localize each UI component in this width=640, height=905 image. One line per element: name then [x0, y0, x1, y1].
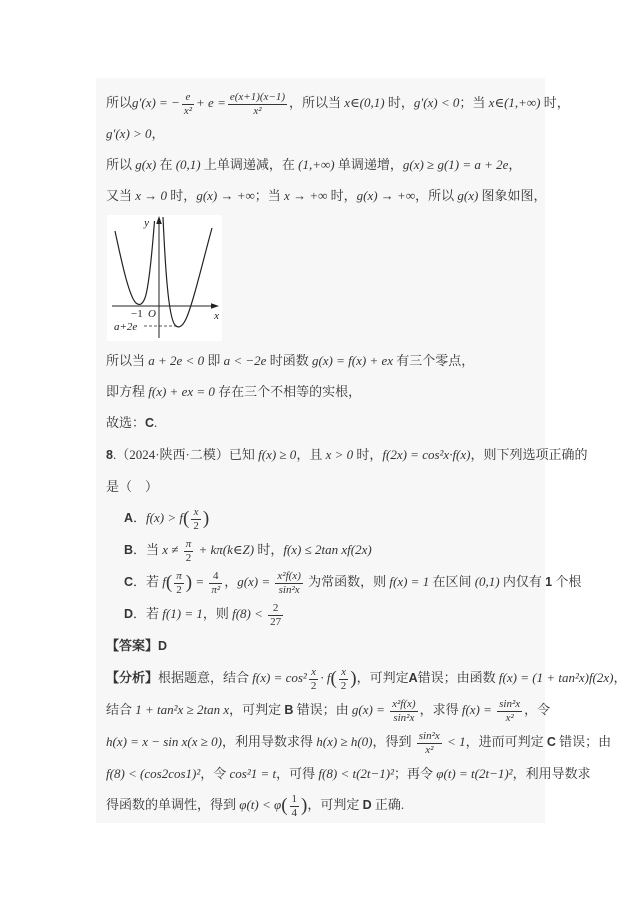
text-segment: (	[165, 572, 173, 593]
text-segment: f(x) ≤ 2tan xf(2x)	[283, 542, 372, 557]
option-c	[106, 566, 582, 598]
text-segment: )	[185, 572, 193, 593]
fraction	[497, 698, 522, 724]
fraction	[268, 602, 283, 628]
text-segment: ，	[613, 670, 627, 685]
text-segment: 正确.	[371, 797, 405, 812]
text-segment: 根据题意，结合	[158, 670, 253, 685]
text-segment: ，	[508, 157, 522, 172]
fraction-denominator: 4	[291, 806, 298, 819]
origin-label: O	[148, 308, 156, 320]
text-segment: g(x) =	[351, 702, 389, 717]
text-segment: ．	[133, 510, 147, 525]
text-segment: 是（ ）	[106, 479, 159, 494]
fraction-numerator: e	[182, 91, 194, 105]
text-segment: B	[124, 543, 134, 557]
text-segment: 内仅有	[499, 574, 546, 589]
fraction-numerator: π	[176, 569, 182, 582]
text-segment: f(x) > f	[146, 510, 183, 525]
text-segment: + kπ(k∈Z)	[195, 542, 255, 557]
text-segment: f(8) < (cos2cos1)²	[106, 766, 201, 781]
limits-line	[106, 180, 547, 211]
text-segment: 【分析】	[106, 670, 159, 685]
text-segment: x ≠	[162, 542, 182, 557]
text-segment: A	[124, 511, 134, 525]
text-segment: ；当	[254, 188, 285, 203]
text-segment: ，可得	[276, 766, 319, 781]
text-segment: ，利用导数求得	[222, 734, 317, 749]
text-segment: (0,1)	[474, 574, 500, 589]
text-segment: ；再令	[394, 766, 437, 781]
text-segment: x∈(1,+∞)	[488, 95, 541, 110]
text-segment: .（2024·陕西·二模）已知	[112, 447, 259, 462]
answer-choice-line	[106, 407, 535, 439]
text-segment: 错误；由函数	[417, 670, 499, 685]
y-axis-label: y	[144, 217, 149, 229]
text-segment: g(x)	[135, 157, 157, 172]
text-segment: A	[408, 671, 418, 685]
text-segment: 时，	[254, 542, 284, 557]
text-segment: 个根	[552, 574, 582, 589]
text-segment: 为常函数，则	[304, 574, 390, 589]
text-segment: ，则	[202, 606, 233, 621]
fraction	[290, 793, 300, 819]
text-segment: a + 2e < 0	[148, 353, 205, 368]
text-segment: g(x) =	[237, 574, 274, 589]
text-segment: 时函数	[266, 353, 312, 368]
fraction-denominator: 2	[310, 679, 317, 692]
text-segment: 又当	[106, 188, 136, 203]
text-segment: ，求得	[419, 702, 462, 717]
function-graph	[107, 215, 222, 341]
text-segment: 在	[156, 157, 176, 172]
text-segment: f(x) = (1 + tan²x)f(2x)	[498, 670, 614, 685]
fraction-numerator: 4	[209, 570, 222, 584]
text-segment: g(x) ≥ g(1) = a + 2e	[402, 157, 509, 172]
text-segment: 【答案】	[106, 638, 159, 653]
text-segment: 1	[545, 575, 553, 589]
text-segment: ，	[224, 574, 238, 589]
x-axis-label: x	[214, 310, 219, 322]
fraction-denominator: sin²x	[393, 711, 415, 724]
text-segment: D	[362, 798, 372, 812]
problem-8-statement-cont	[106, 471, 535, 502]
text-segment: (0,1)	[175, 157, 201, 172]
text-segment: f(2x) = cos²x·f(x)	[382, 447, 471, 462]
min-value-label: a+2e	[114, 321, 138, 333]
fraction	[309, 666, 319, 692]
fraction-denominator: 2	[176, 583, 182, 596]
text-segment: 即	[204, 353, 224, 368]
text-segment: f(x) = 1	[389, 574, 430, 589]
option-d	[106, 598, 535, 630]
text-segment: ，可判定	[307, 797, 363, 812]
text-segment: ，可判定	[229, 702, 285, 717]
text-segment: · f	[320, 670, 331, 685]
text-segment: g(x) = f(x) + ex	[311, 353, 394, 368]
fraction-numerator: e(x+1)(x−1)	[229, 90, 286, 103]
fraction-numerator: 1	[291, 792, 298, 805]
text-segment: a < −2e	[223, 353, 267, 368]
text-segment: 即方程	[106, 384, 149, 399]
text-segment: C	[145, 416, 155, 430]
text-segment: ；当	[459, 95, 489, 110]
analysis-line-4	[106, 758, 591, 789]
text-segment: x > 0	[325, 447, 354, 462]
text-segment: )	[301, 795, 308, 816]
fraction-denominator: 2	[193, 519, 199, 532]
text-segment: g(x) → +∞	[196, 188, 255, 203]
fraction-denominator: 2	[340, 679, 347, 692]
text-segment: x → +∞	[284, 188, 328, 203]
fraction-numerator: x²f(x)	[392, 697, 416, 710]
fraction-denominator: x²	[253, 104, 262, 117]
text-segment: h(x) ≥ h(0)	[316, 734, 373, 749]
text-segment: 所以	[106, 157, 136, 172]
text-segment: ，则下列选项正确的	[470, 447, 588, 462]
fraction-denominator: x²	[425, 743, 434, 756]
text-segment: f(x) =	[461, 702, 496, 717]
text-segment: ，且	[296, 447, 326, 462]
text-segment: f(x) + ex = 0	[148, 384, 215, 399]
fraction	[182, 91, 194, 117]
fraction	[390, 698, 417, 724]
text-segment: 存在三个不相等的实根，	[214, 384, 362, 399]
text-segment: g′(x) = −	[132, 95, 180, 110]
text-segment: 1 + tan²x ≥ 2tan x	[135, 702, 230, 717]
text-segment: h(x) = x − sin x(x ≥ 0)	[106, 734, 222, 749]
analysis-line-5	[106, 789, 535, 821]
text-segment: (	[182, 508, 190, 529]
text-segment: ．当	[133, 542, 163, 557]
monotonicity-line	[106, 149, 535, 180]
text-segment: ，所以	[415, 188, 458, 203]
x-tick-label: −1	[131, 308, 143, 320]
text-segment: 图象如图，	[478, 188, 547, 203]
fraction-denominator: π²	[211, 583, 221, 596]
fraction	[339, 666, 349, 692]
text-segment: f(8) <	[232, 606, 267, 621]
text-segment: (1,+∞)	[298, 157, 335, 172]
fraction	[174, 570, 184, 596]
fraction-numerator: π	[185, 537, 192, 550]
zeros-condition-line	[106, 345, 535, 376]
text-segment: φ(t) = t(2t−1)²	[436, 766, 513, 781]
text-segment: cos²1 = t	[229, 766, 277, 781]
text-segment: f	[162, 574, 166, 589]
text-segment: 结合	[106, 702, 136, 717]
analysis-line-2	[106, 694, 551, 726]
text-segment: 上单调递减，在	[200, 157, 299, 172]
text-segment: .	[154, 415, 158, 430]
text-segment: φ(t) < φ	[239, 797, 282, 812]
text-segment: f(x) ≥ 0	[258, 447, 297, 462]
text-segment: (	[281, 795, 288, 816]
gprime-formula-line	[106, 87, 570, 118]
problem-8-statement	[106, 439, 588, 471]
fraction-numerator: x	[309, 666, 319, 680]
fraction-numerator: x	[191, 506, 201, 520]
text-segment: 时，	[353, 447, 383, 462]
analysis-line-1	[106, 662, 627, 694]
text-segment: ．若	[133, 606, 163, 621]
text-segment: ，令	[524, 702, 551, 717]
text-segment: 错误；由	[293, 702, 352, 717]
document-body	[96, 78, 627, 823]
text-segment: 8	[106, 448, 113, 462]
fraction-numerator: 2	[268, 602, 283, 616]
text-segment: ，可判定	[356, 670, 409, 685]
text-segment: g(x) → +∞	[356, 188, 416, 203]
text-segment: D	[124, 607, 134, 621]
fraction-denominator: 2	[185, 551, 192, 564]
fraction	[209, 570, 222, 596]
graph-canvas	[107, 215, 222, 341]
fraction	[191, 506, 201, 532]
text-segment: 所以当	[106, 353, 149, 368]
text-segment: f(x) = cos²	[252, 670, 307, 685]
text-segment: x → 0	[135, 188, 168, 203]
text-segment: x∈(0,1)	[344, 95, 385, 110]
text-segment: f(1) = 1	[162, 606, 203, 621]
text-segment: B	[284, 703, 294, 717]
text-segment: 时，	[540, 95, 570, 110]
text-segment: ，进而可判定	[465, 734, 547, 749]
text-segment: ，得到	[372, 734, 415, 749]
fraction-numerator: sin²x	[418, 729, 440, 742]
text-segment: )	[202, 508, 210, 529]
text-segment: 时，	[384, 95, 414, 110]
fraction-numerator: x	[339, 666, 349, 680]
fraction	[275, 570, 302, 596]
answer-line	[106, 630, 535, 662]
fraction	[228, 91, 287, 117]
text-segment: ，所以当	[289, 95, 345, 110]
text-segment: 所以	[106, 95, 133, 110]
fraction-denominator: sin²x	[278, 583, 300, 596]
fraction-denominator: x²	[505, 711, 514, 724]
gprime-positive-line	[106, 118, 535, 149]
text-segment: < 1	[443, 734, 466, 749]
text-segment: 单调递增，	[334, 157, 403, 172]
text-segment: D	[158, 639, 168, 653]
text-segment: ，令	[200, 766, 230, 781]
text-segment: )	[350, 668, 357, 689]
equation-roots-line	[106, 376, 535, 407]
fraction-numerator: sin²x	[499, 697, 521, 710]
text-segment: g′(x) < 0	[413, 95, 460, 110]
text-segment: f(8) < t(2t−1)²	[318, 766, 395, 781]
text-segment: g(x)	[457, 188, 479, 203]
text-segment: (	[330, 668, 337, 689]
text-segment: 时，	[327, 188, 357, 203]
fraction-denominator: 27	[270, 615, 282, 628]
text-segment: 故选：	[106, 415, 146, 430]
text-segment: g′(x) > 0	[106, 126, 152, 141]
text-segment: 有三个零点，	[393, 353, 475, 368]
text-segment: 时，	[167, 188, 197, 203]
fraction-denominator: x²	[183, 104, 193, 117]
fraction	[417, 730, 442, 756]
text-segment: C	[546, 735, 556, 749]
text-segment: =	[192, 574, 208, 589]
text-segment: + e =	[196, 95, 226, 110]
text-segment: ．若	[133, 574, 163, 589]
text-segment: 在区间	[429, 574, 475, 589]
text-segment: 错误；由	[555, 734, 612, 749]
text-segment: ，	[151, 126, 165, 141]
analysis-line-3	[106, 726, 612, 758]
text-segment: 得函数的单调性，得到	[106, 797, 240, 812]
fraction	[184, 538, 194, 564]
text-segment: ，利用导数求	[512, 766, 591, 781]
option-a	[106, 502, 535, 534]
fraction-numerator: x²f(x)	[277, 569, 301, 582]
option-b	[106, 534, 535, 566]
text-segment: C	[124, 575, 134, 589]
